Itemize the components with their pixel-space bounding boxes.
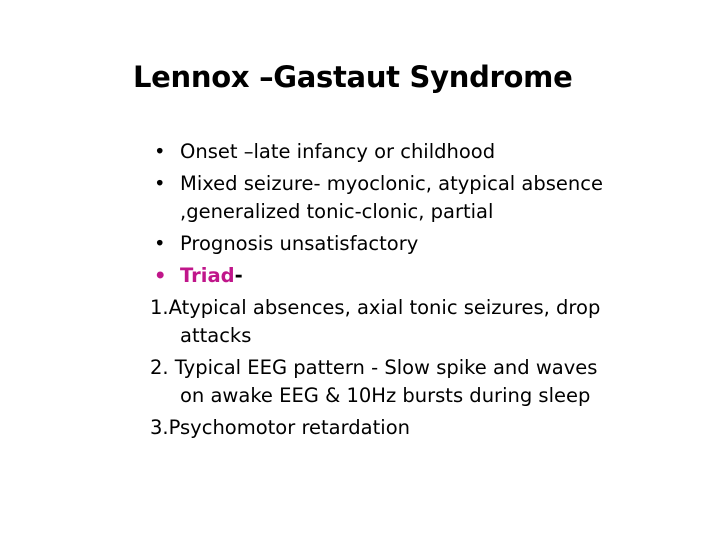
numbered-item-2: 2. Typical EEG pattern - Slow spike and waves [150, 356, 598, 379]
bullet-mixed-seizure [150, 170, 690, 198]
bullet-dot: • [154, 232, 166, 255]
bullet-text: Mixed seizure- myoclonic, atypical absence [180, 172, 603, 195]
bullet-onset [150, 138, 690, 166]
triad-dash: - [234, 264, 243, 287]
numbered-item-3: 3.Psychomotor retardation [150, 416, 410, 439]
slide-body [150, 138, 690, 446]
triad-label: Triad [180, 264, 235, 287]
slide-title: Lennox –Gastaut Syndrome [133, 60, 573, 94]
bullet-text: Prognosis unsatisfactory [180, 232, 419, 255]
bullet-mixed-seizure-continuation: ,generalized tonic-clonic, partial [180, 200, 494, 223]
bullet-dot: • [154, 264, 167, 287]
bullet-text: Onset –late infancy or childhood [180, 140, 496, 163]
bullet-dot: • [154, 140, 166, 163]
bullet-prognosis [150, 230, 690, 258]
numbered-item-2-continuation: on awake EEG & 10Hz bursts during sleep [180, 384, 591, 407]
numbered-item-1-continuation: attacks [180, 324, 252, 347]
bullet-dot: • [154, 172, 166, 195]
bullet-triad [150, 262, 690, 290]
numbered-item-1: 1.Atypical absences, axial tonic seizures, drop [150, 296, 601, 319]
